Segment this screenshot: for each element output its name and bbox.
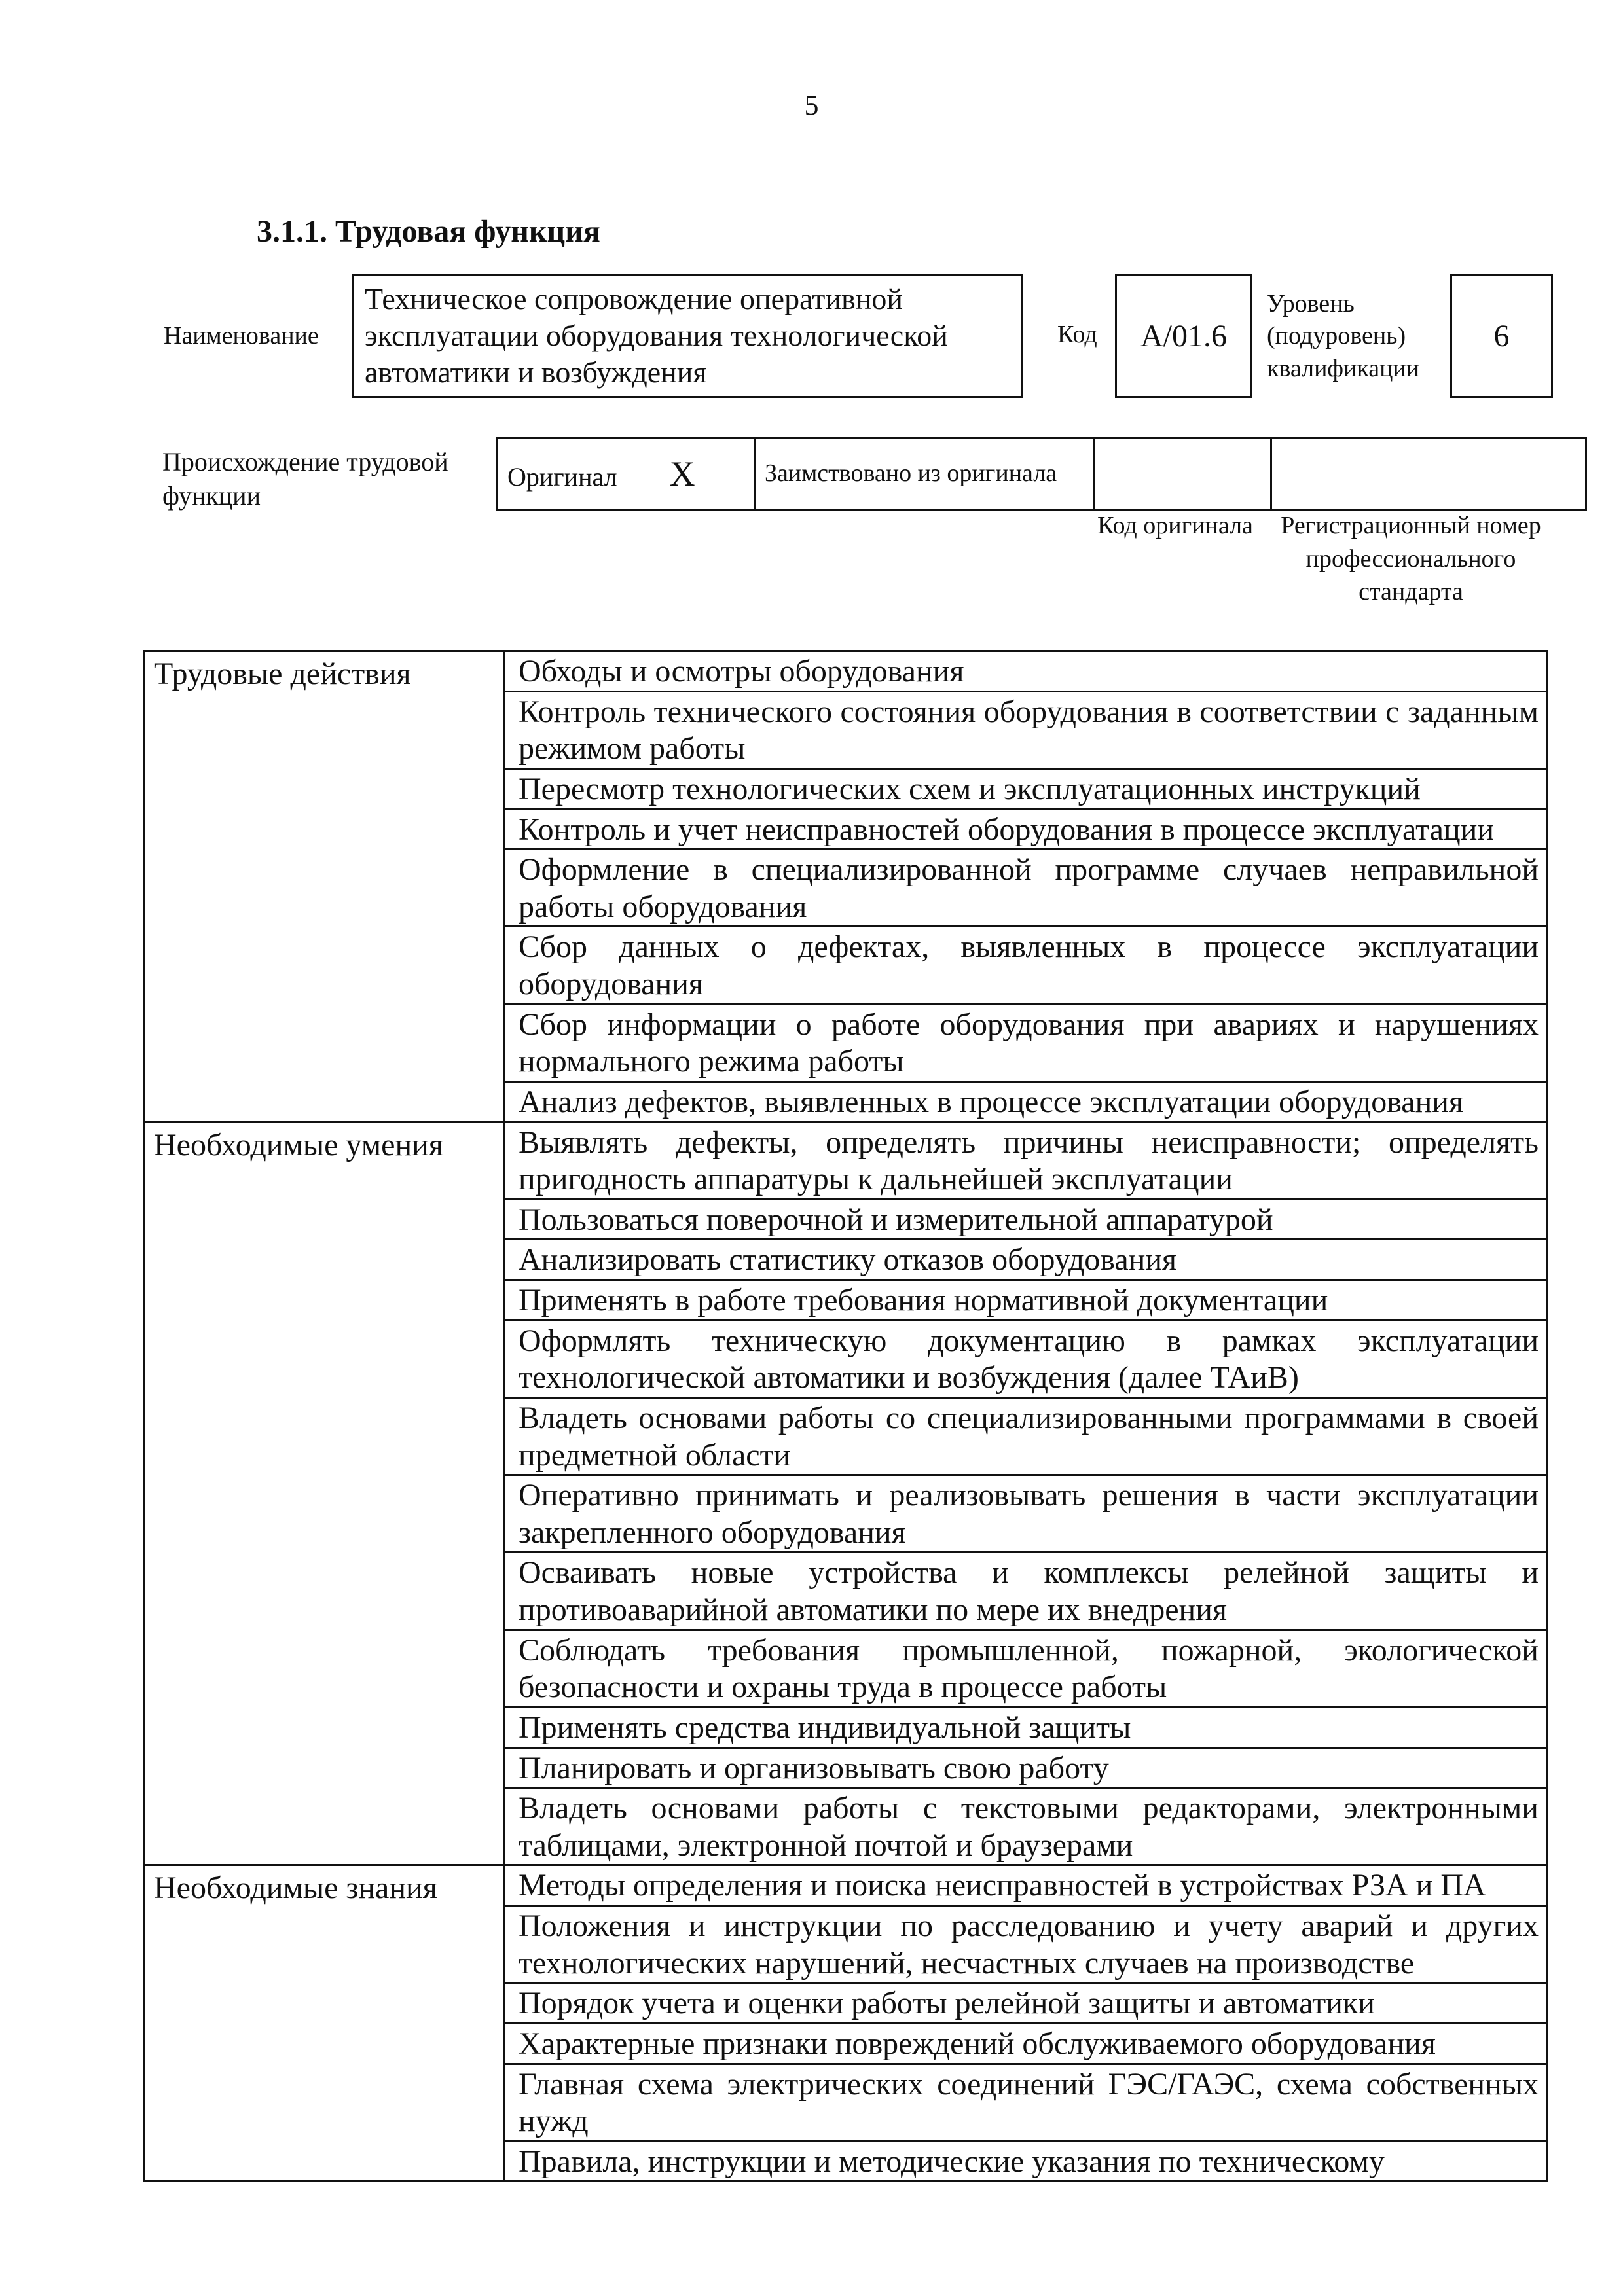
required-skills-item: Выявлять дефекты, определять причины неисправности; определять пригодность аппаратуры к дальнейшей эксплуатации	[505, 1122, 1548, 1199]
borrowed-label: Заимствовано из оригинала	[755, 439, 1094, 510]
requirements-table	[143, 650, 1548, 2182]
qualification-level-box: 6	[1450, 274, 1553, 398]
registration-number-caption: Регистрационный номер профессионального стандарта	[1281, 512, 1541, 606]
required-skills-item: Соблюдать требования промышленной, пожарной, экологической безопасности и охраны труда в процессе работы	[505, 1630, 1548, 1707]
labor-actions-item: Контроль и учет неисправностей оборудования в процессе эксплуатации	[505, 809, 1548, 850]
required-skills-item: Пользоваться поверочной и измерительной аппаратурой	[505, 1199, 1548, 1240]
labor-actions-title: Трудовые действия	[144, 651, 505, 1122]
required-skills-item: Осваивать новые устройства и комплексы релейной защиты и противоаварийной автоматики по мере их внедрения	[505, 1552, 1548, 1630]
required-knowledge-item: Правила, инструкции и методические указания по техническому	[505, 2141, 1548, 2181]
labor-actions-item: Оформление в специализированной программе случаев неправильной работы оборудования	[505, 850, 1548, 927]
page-number: 5	[804, 89, 819, 121]
original-code-caption: Код оригинала	[1097, 512, 1253, 539]
required-skills-item: Анализировать статистику отказов оборудования	[505, 1240, 1548, 1280]
required-skills-item: Владеть основами работы со специализированными программами в своей предметной области	[505, 1397, 1548, 1475]
original-label: Оригинал	[507, 462, 617, 492]
labor-actions-item: Пересмотр технологических схем и эксплуатационных инструкций	[505, 768, 1548, 809]
required-skills-item: Планировать и организовывать свою работу	[505, 1748, 1548, 1788]
function-code-box: А/01.6	[1115, 274, 1252, 398]
required-skills-title: Необходимые умения	[144, 1122, 505, 1865]
origin-table	[496, 437, 1587, 511]
name-label: Наименование	[164, 322, 319, 350]
table-row	[144, 1122, 1548, 1199]
registration-number-cell	[1271, 439, 1586, 510]
labor-actions-item: Обходы и осмотры оборудования	[505, 651, 1548, 692]
required-knowledge-title: Необходимые знания	[144, 1865, 505, 2181]
section-heading: 3.1.1. Трудовая функция	[257, 214, 600, 249]
required-skills-item: Оперативно принимать и реализовывать решения в части эксплуатации закрепленного оборудования	[505, 1475, 1548, 1552]
required-skills-item: Применять в работе требования нормативной документации	[505, 1280, 1548, 1321]
labor-actions-item: Анализ дефектов, выявленных в процессе эксплуатации оборудования	[505, 1081, 1548, 1122]
original-cell	[498, 439, 755, 510]
original-mark: X	[669, 454, 695, 493]
labor-actions-item: Сбор данных о дефектах, выявленных в процессе эксплуатации оборудования	[505, 927, 1548, 1004]
required-knowledge-item: Порядок учета и оценки работы релейной защиты и автоматики	[505, 1983, 1548, 2024]
labor-actions-item: Сбор информации о работе оборудования при авариях и нарушениях нормального режима работы	[505, 1004, 1548, 1081]
table-row	[144, 1865, 1548, 1906]
required-skills-item: Владеть основами работы с текстовыми редакторами, электронными таблицами, электронной почтой и браузерами	[505, 1788, 1548, 1865]
code-label: Код	[1057, 321, 1097, 348]
table-row	[144, 651, 1548, 692]
origin-label: Происхождение трудовой функции	[162, 447, 448, 511]
required-knowledge-item: Главная схема электрических соединений ГЭС/ГАЭС, схема собственных нужд	[505, 2064, 1548, 2141]
qualification-level-label: Уровень (подуровень) квалификации	[1267, 290, 1420, 382]
required-skills-item: Применять средства индивидуальной защиты	[505, 1707, 1548, 1748]
original-code-cell	[1094, 439, 1271, 510]
labor-actions-item: Контроль технического состояния оборудования в соответствии с заданным режимом работы	[505, 691, 1548, 768]
required-knowledge-item: Методы определения и поиска неисправностей в устройствах РЗА и ПА	[505, 1865, 1548, 1906]
required-skills-item: Оформлять техническую документацию в рамках эксплуатации технологической автоматики и возбуждения (далее ТАиВ)	[505, 1320, 1548, 1397]
function-name-box: Техническое сопровождение оперативной эксплуатации оборудования технологической автоматики и возбуждения	[352, 274, 1023, 398]
required-knowledge-item: Характерные признаки повреждений обслуживаемого оборудования	[505, 2023, 1548, 2064]
required-knowledge-item: Положения и инструкции по расследованию и учету аварий и других технологических нарушений, несчастных случаев на производстве	[505, 1906, 1548, 1983]
